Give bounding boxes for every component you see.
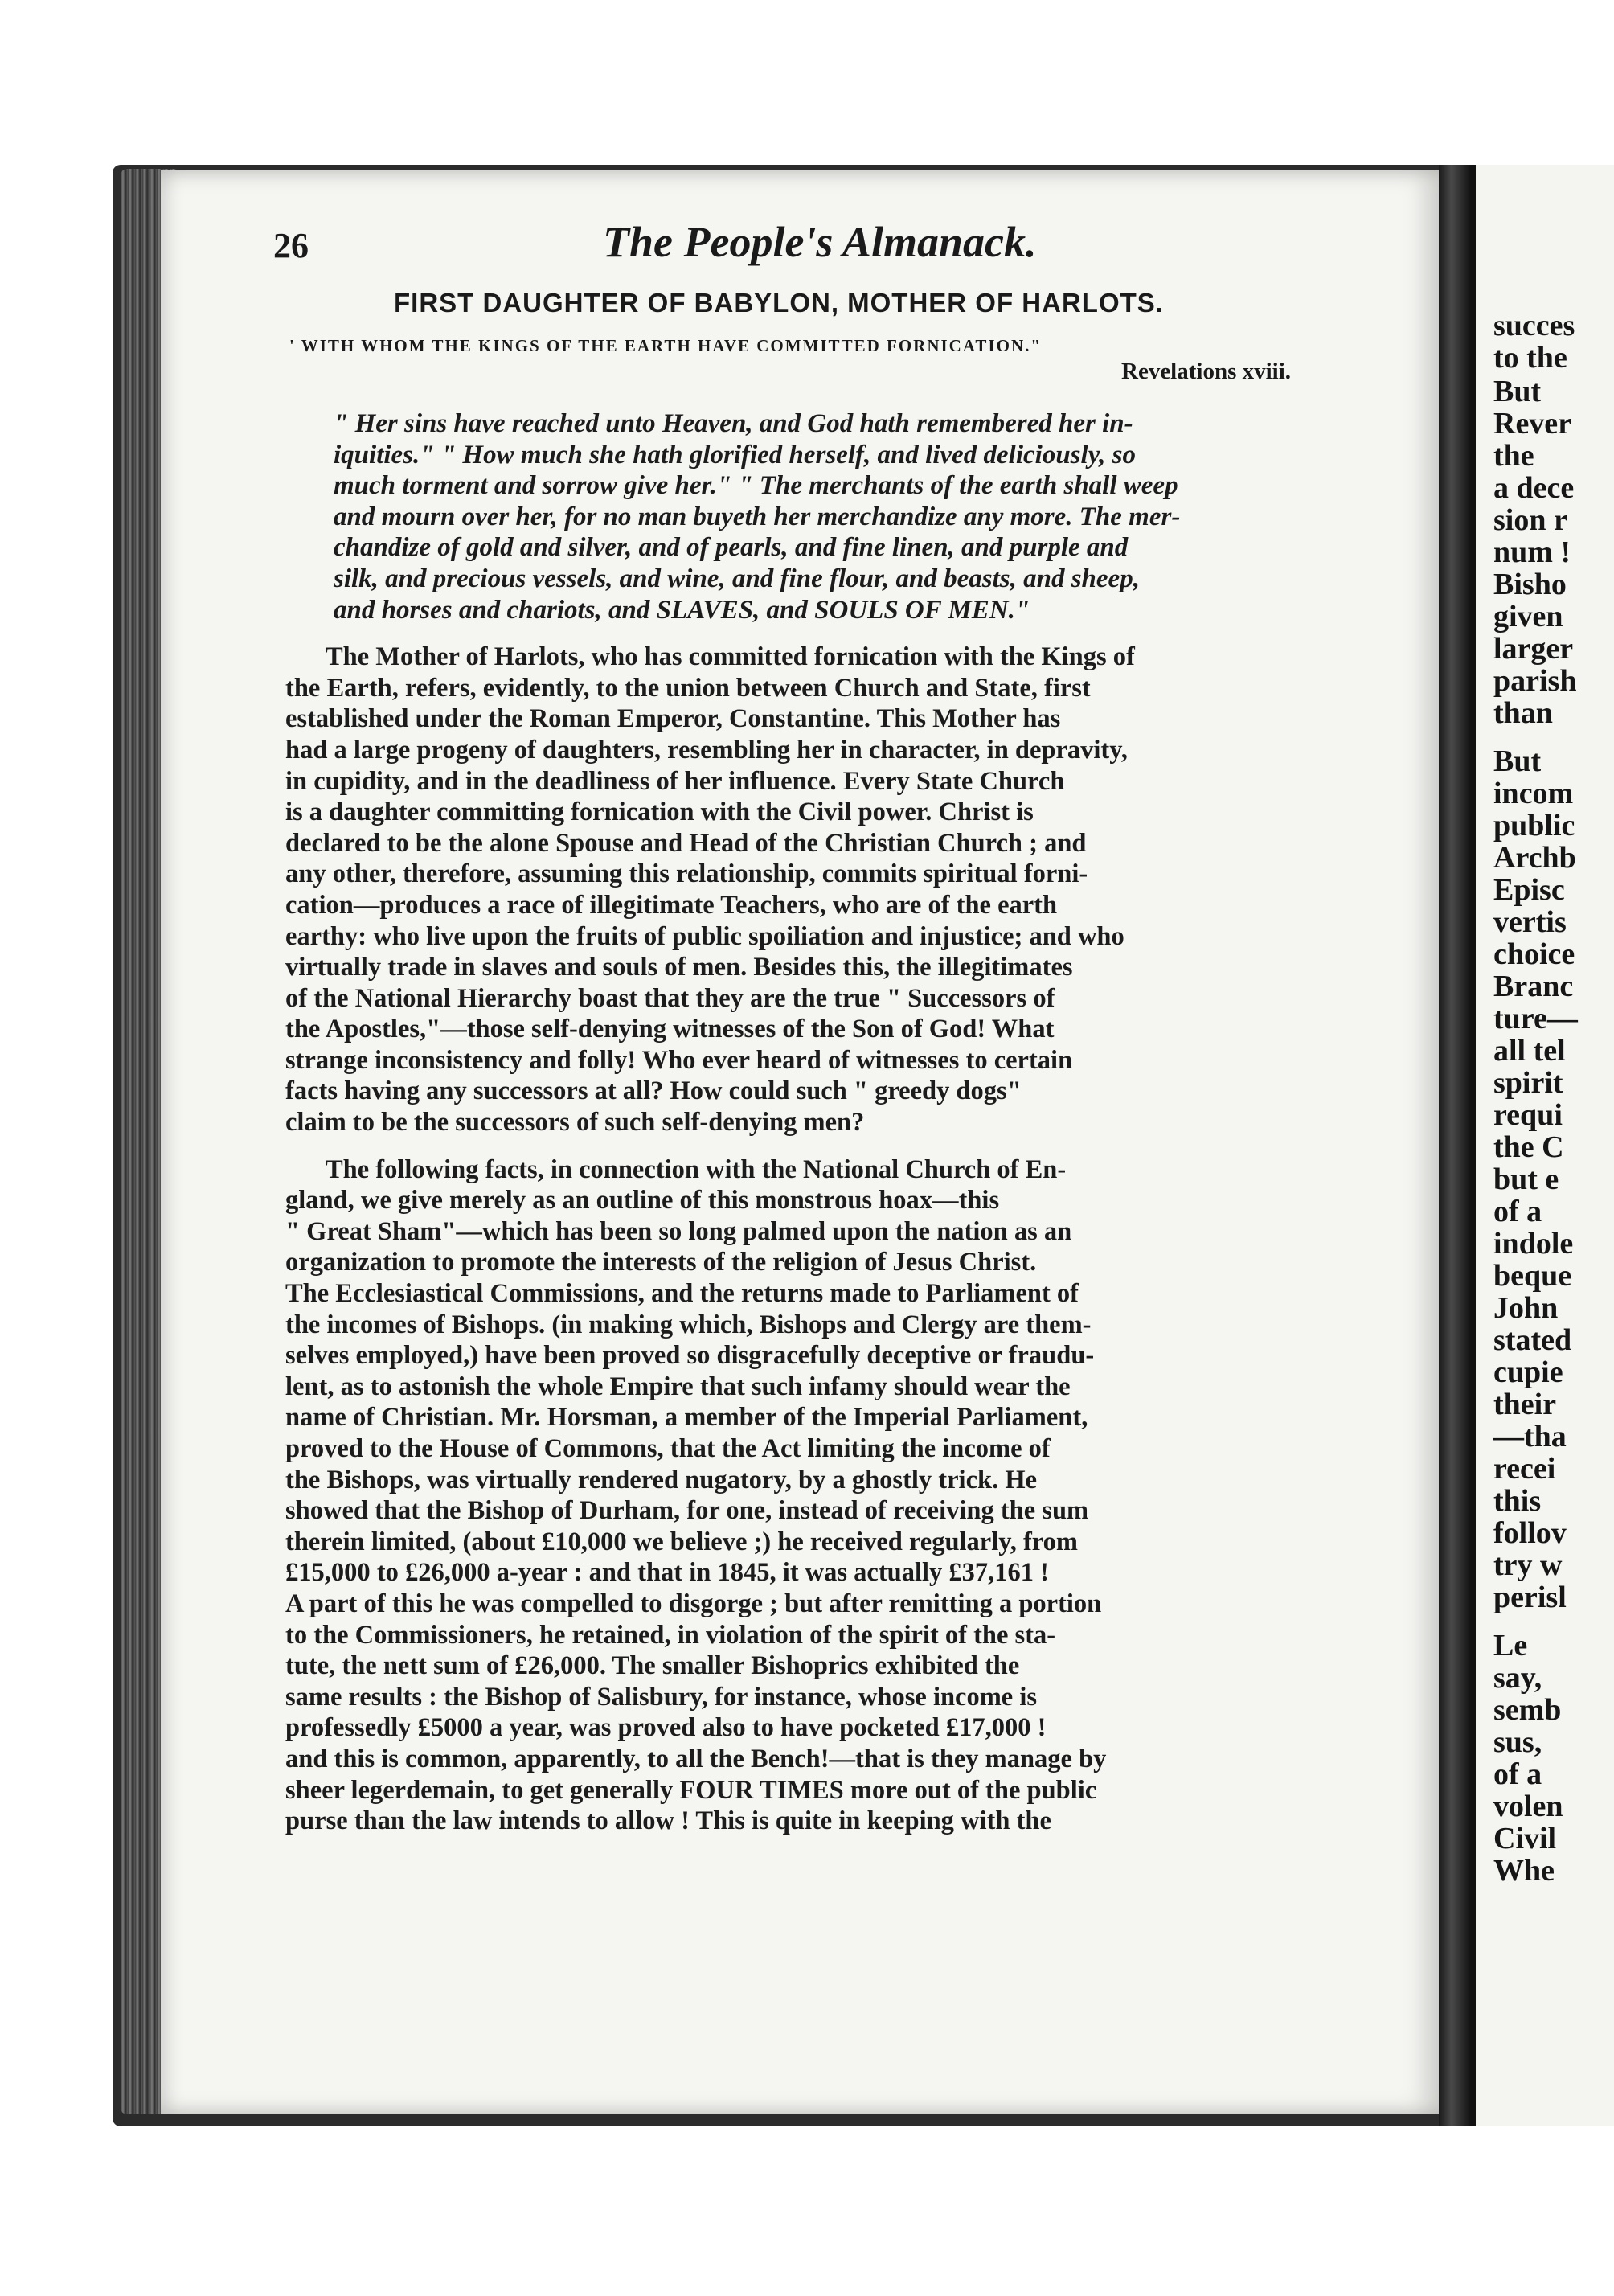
right-page-text-fragment: say, <box>1493 1661 1542 1695</box>
text-line: the Bishops, was virtually rendered nugatory, by a ghostly trick. He <box>285 1465 1038 1494</box>
right-page-text-fragment: Whe <box>1493 1854 1555 1888</box>
text-line: " Great Sham"—which has been so long palmed upon the nation as an <box>285 1216 1072 1246</box>
right-page-text-fragment: Rever <box>1493 407 1572 441</box>
book-gutter <box>1439 165 1471 2126</box>
text-line: declared to be the alone Spouse and Head of the Christian Church ; and <box>285 828 1087 858</box>
right-page-text-fragment: semb <box>1493 1693 1562 1727</box>
text-line: proved to the House of Commons, that the Act limiting the income of <box>285 1434 1051 1463</box>
text-line: and mourn over her, for no man buyeth her merchandize any more. The mer- <box>334 502 1181 531</box>
right-page-text-fragment: John <box>1493 1291 1559 1325</box>
right-page-text-fragment: Archb <box>1493 841 1576 875</box>
right-page-text-fragment: num ! <box>1493 535 1571 569</box>
text-line: facts having any successors at all? How could such " greedy dogs" <box>285 1076 1022 1106</box>
text-line: much torment and sorrow give her." " The merchants of the earth shall weep <box>334 471 1178 501</box>
right-page-text-fragment: perisl <box>1493 1581 1567 1614</box>
text-line: lent, as to astonish the whole Empire that such infamy should wear the <box>285 1371 1071 1401</box>
right-page-text-fragment: Branc <box>1493 970 1574 1003</box>
text-line: to the Commissioners, he retained, in violation of the spirit of the sta- <box>285 1620 1056 1650</box>
right-page-text-fragment: —tha <box>1493 1420 1567 1453</box>
right-page-text-fragment: volen <box>1493 1790 1563 1823</box>
text-line: and horses and chariots, and SLAVES, and SOULS OF MEN." <box>334 595 1030 625</box>
right-page-text-fragment: than <box>1493 696 1553 730</box>
text-line: chandize of gold and silver, and of pearls, and fine linen, and purple and <box>334 533 1129 563</box>
article-body <box>285 408 1370 1837</box>
right-page-text-fragment: stated <box>1493 1323 1572 1357</box>
text-line: the Apostles,"—those self-denying witnesses of the Son of God! What <box>285 1015 1055 1044</box>
running-head: The People's Almanack. <box>603 218 1037 266</box>
right-page-text-fragment: beque <box>1493 1259 1572 1293</box>
right-page-text-fragment: of a <box>1493 1757 1542 1791</box>
text-line: in cupidity, and in the deadliness of her influence. Every State Church <box>285 766 1065 796</box>
text-line: selves employed,) have been proved so disgracefully deceptive or fraudu- <box>285 1341 1095 1371</box>
right-page-text-fragment: vertis <box>1493 905 1567 939</box>
right-page-text-fragment: the <box>1493 439 1534 473</box>
right-page-text-fragment: larger <box>1493 632 1574 666</box>
right-page-text-fragment: ture— <box>1493 1002 1578 1035</box>
right-page-text-fragment: incom <box>1493 777 1574 810</box>
right-page-text-fragment: follov <box>1493 1516 1567 1550</box>
right-page-text-fragment: sion r <box>1493 503 1567 537</box>
text-line: The following facts, in connection with the National Church of En- <box>326 1154 1067 1184</box>
scripture-citation: Revelations xviii. <box>1121 359 1292 384</box>
right-page-text-fragment: try w <box>1493 1548 1563 1582</box>
text-line: " Her sins have reached unto Heaven, and God hath remembered her in- <box>334 409 1133 438</box>
right-page-text-fragment: of a <box>1493 1195 1542 1228</box>
right-page-text-fragment: cupie <box>1493 1355 1563 1389</box>
epigraph: ' WITH WHOM THE KINGS OF THE EARTH HAVE COMMITTED FORNICATION." <box>289 336 1043 355</box>
text-line: professedly £5000 a year, was proved also to have pocketed £17,000 ! <box>285 1713 1047 1743</box>
text-line: same results : the Bishop of Salisbury, for instance, whose income is <box>285 1682 1038 1712</box>
text-line: purse than the law intends to allow ! This is quite in keeping with the <box>285 1806 1051 1836</box>
right-page-text-fragment: to the <box>1493 341 1567 375</box>
right-page-text-fragment: all tel <box>1493 1034 1566 1068</box>
right-page-text-fragment: indole <box>1493 1227 1574 1261</box>
right-page-text-fragment: Episc <box>1493 873 1565 907</box>
right-page-text-fragment: sus, <box>1493 1725 1542 1759</box>
text-line: any other, therefore, assuming this relationship, commits spiritual forni- <box>285 859 1088 889</box>
text-line: the incomes of Bishops. (in making which, Bishops and Clergy are them- <box>285 1310 1092 1339</box>
text-line: established under the Roman Emperor, Constantine. This Mother has <box>285 704 1061 734</box>
right-page-text-fragment: But <box>1493 375 1542 408</box>
page-number: 26 <box>273 226 309 265</box>
right-page-text-fragment: recei <box>1493 1452 1556 1486</box>
paragraph-1 <box>285 642 1370 1138</box>
text-line: gland, we give merely as an outline of this monstrous hoax—this <box>285 1186 1000 1216</box>
right-page-text-fragment: parish <box>1493 664 1577 698</box>
text-line: tute, the nett sum of £26,000. The smaller Bishoprics exhibited the <box>285 1651 1020 1681</box>
right-page-text-fragment: public <box>1493 809 1575 843</box>
text-line: of the National Hierarchy boast that they are the true " Successors of <box>285 983 1055 1013</box>
right-page-text-fragment: this <box>1493 1484 1542 1518</box>
right-page-text-fragment: given <box>1493 600 1563 633</box>
text-line: virtually trade in slaves and souls of men. Besides this, the illegitimates <box>285 953 1073 982</box>
text-line: organization to promote the interests of the religion of Jesus Christ. <box>285 1248 1037 1277</box>
text-line: claim to be the successors of such self-denying men? <box>285 1108 865 1138</box>
article-title: FIRST DAUGHTER OF BABYLON, MOTHER OF HARLOTS. <box>394 288 1164 318</box>
text-line: is a daughter committing fornication with the Civil power. Christ is <box>285 797 1034 827</box>
text-line: silk, and precious vessels, and wine, and fine flour, and beasts, and sheep, <box>334 564 1140 593</box>
right-page-text-fragment: requi <box>1493 1098 1563 1132</box>
text-line: strange inconsistency and folly! Who ever heard of witnesses to certain <box>285 1045 1073 1075</box>
right-page-text-fragment: Civil <box>1493 1822 1557 1855</box>
right-page-text-fragment: succes <box>1493 309 1575 342</box>
text-line: and this is common, apparently, to all the Bench!—that is they manage by <box>285 1744 1107 1773</box>
text-line: The Ecclesiastical Commissions, and the returns made to Parliament of <box>285 1279 1079 1309</box>
text-line: A part of this he was compelled to disgorge ; but after remitting a portion <box>285 1589 1102 1618</box>
text-line: earthy: who live upon the fruits of public spoiliation and injustice; and who <box>285 921 1124 951</box>
text-line: name of Christian. Mr. Horsman, a member of the Imperial Parliament, <box>285 1403 1088 1433</box>
scripture-quote <box>285 408 1370 625</box>
right-page-fragment <box>1471 165 1614 2126</box>
right-page-text-fragment: a dece <box>1493 471 1575 505</box>
paragraph-2 <box>285 1154 1370 1837</box>
text-line: therein limited, (about £10,000 we believe ;) he received regularly, from <box>285 1527 1078 1556</box>
right-page-text-fragment: But <box>1493 744 1542 778</box>
text-line: showed that the Bishop of Durham, for one, instead of receiving the sum <box>285 1496 1089 1526</box>
text-line: The Mother of Harlots, who has committed fornication with the Kings of <box>326 642 1135 672</box>
text-line: £15,000 to £26,000 a-year : and that in 1845, it was actually £37,161 ! <box>285 1558 1050 1588</box>
text-line: sheer legerdemain, to get generally FOUR TIMES more out of the public <box>285 1775 1097 1805</box>
text-line: had a large progeny of daughters, resembling her in character, in depravity, <box>285 735 1128 765</box>
text-line: the Earth, refers, evidently, to the union between Church and State, first <box>285 673 1091 703</box>
right-page-text-fragment: their <box>1493 1388 1557 1421</box>
right-page-text-fragment: the C <box>1493 1130 1564 1164</box>
right-page-text-fragment: Bisho <box>1493 568 1567 601</box>
text-line: iquities." " How much she hath glorified herself, and lived deliciously, so <box>334 440 1136 469</box>
right-page-text-fragment: but e <box>1493 1162 1559 1196</box>
right-page-text-fragment: Le <box>1493 1629 1528 1663</box>
text-line: cation—produces a race of illegitimate Teachers, who are of the earth <box>285 890 1058 920</box>
right-page-text-fragment: choice <box>1493 937 1575 971</box>
right-page-text-fragment: spirit <box>1493 1066 1563 1100</box>
